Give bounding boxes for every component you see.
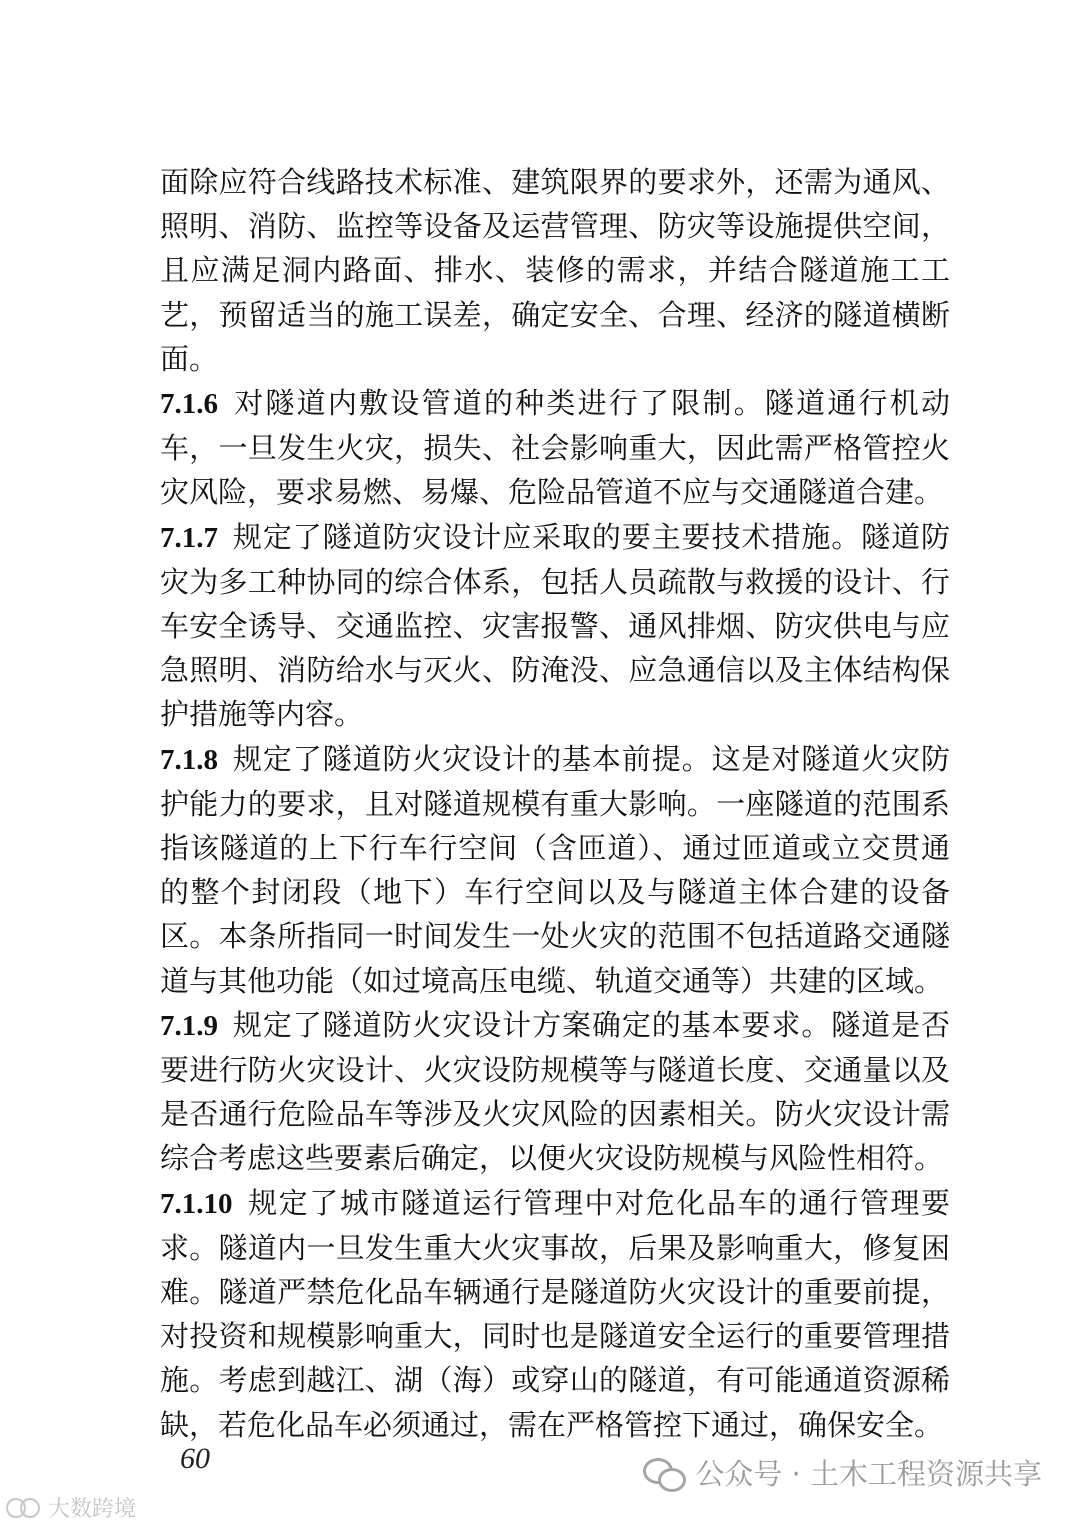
- wechat-watermark: [643, 1452, 1042, 1493]
- clause-7-1-7: [160, 515, 950, 737]
- clause-text: 规定了城市隧道运行管理中对危化品车的通行管理要求。隧道内一旦发生重大火灾事故，后果及影响重大，修复困难。隧道严禁危化品车辆通行是隧道防火灾设计的重要前提，对投资和规模影响重大，同时也是隧道安全运行的重要管理措施。考虑到越江、湖（海）或穿山的隧道，有可能通道资源稀缺，若危化品车必须通过，需在严格管控下通过，确保安全。: [160, 1185, 950, 1442]
- clause-number: 7.1.9: [160, 1009, 218, 1042]
- clause-number: 7.1.10: [160, 1187, 233, 1220]
- clause-text: 规定了隧道防火灾设计方案确定的基本要求。隧道是否要进行防火灾设计、火灾设防规模等与隧道长度、交通量以及是否通行危险品车等涉及火灾风险的因素相关。防火灾设计需综合考虑这些要素后确定，以便火灾设防规模与风险性相符。: [160, 1007, 950, 1176]
- source-watermark-label: 大数跨境: [48, 1497, 137, 1522]
- clause-7-1-8: [160, 737, 950, 1003]
- paragraph-continuation: [160, 160, 950, 381]
- wechat-account-label: 公众号 · 土木工程资源共享: [695, 1457, 1042, 1491]
- paragraph-text: 面除应符合线路技术标准、建筑限界的要求外，还需为通风、照明、消防、监控等设备及运营管理、防灾等设施提供空间，且应满足洞内路面、排水、装修的需求，并结合隧道施工工艺，预留适当的施工误差，确定安全、合理、经济的隧道横断面。: [160, 165, 950, 376]
- document-body: [160, 160, 950, 1447]
- clause-7-1-6: [160, 381, 950, 515]
- wechat-icon: [643, 1456, 685, 1490]
- clause-number: 7.1.8: [160, 743, 218, 776]
- clause-text: 规定了隧道防火灾设计的基本前提。这是对隧道火灾防护能力的要求，且对隧道规模有重大影响。一座隧道的范围系指该隧道的上下行车行空间（含匝道）、通过匝道或立交贯通的整个封闭段（地下）车行空间以及与隧道主体合建的设备区。本条所指同一时间发生一处火灾的范围不包括道路交通隧道与其他功能（如过境高压电缆、轨道交通等）共建的区域。: [160, 741, 950, 998]
- page-number: 60: [180, 1442, 210, 1475]
- clause-number: 7.1.7: [160, 521, 218, 554]
- source-watermark: [6, 1492, 136, 1523]
- clause-7-1-9: [160, 1003, 950, 1181]
- clause-text: 规定了隧道防灾设计应采取的要主要技术措施。隧道防灾为多工种协同的综合体系，包括人员疏散与救援的设计、行车安全诱导、交通监控、灾害报警、通风排烟、防灾供电与应急照明、消防给水与灭火、防淹没、应急通信以及主体结构保护措施等内容。: [160, 519, 950, 732]
- watermark-logo-icon: [6, 1498, 42, 1518]
- clause-number: 7.1.6: [160, 388, 218, 421]
- clause-7-1-10: [160, 1181, 950, 1447]
- clause-text: 对隧道内敷设管道的种类进行了限制。隧道通行机动车，一旦发生火灾，损失、社会影响重大，因此需严格管控火灾风险，要求易燃、易爆、危险品管道不应与交通隧道合建。: [160, 386, 950, 510]
